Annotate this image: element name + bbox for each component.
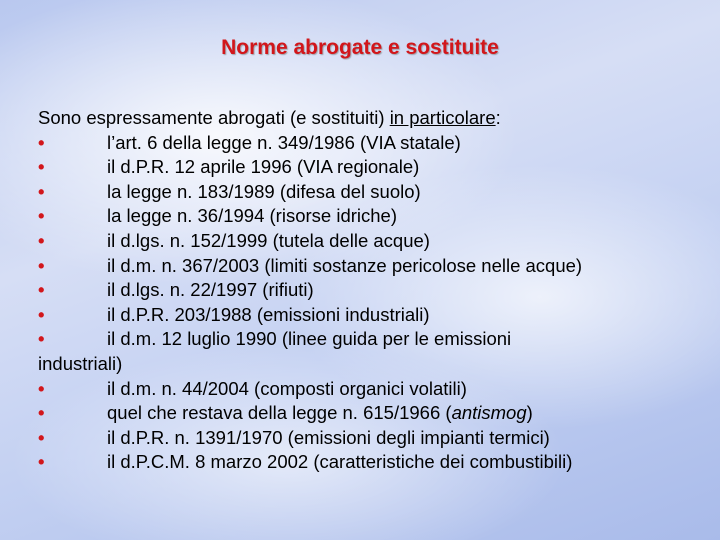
list-item-text: il d.m. n. 367/2003 (limiti sostanze pericolose nelle acque) (107, 254, 583, 276)
list-item (38, 377, 708, 402)
slide-title: Norme abrogate e sostituite (221, 36, 499, 59)
list-item (38, 450, 708, 475)
list-item-text: l’art. 6 della legge n. 349/1986 (VIA statale) (107, 131, 461, 153)
intro-text (38, 106, 708, 131)
bullet-icon: • (38, 328, 45, 350)
list-item (38, 401, 708, 426)
list-item (38, 327, 708, 376)
list-item-text-prefix: quel che restava della legge n. 615/1966 ( (107, 402, 452, 424)
list-item (38, 426, 708, 451)
list-item-text: il d.m. 12 luglio 1990 (linee guida per le emissioni (107, 328, 512, 350)
bullet-icon: • (38, 402, 45, 424)
bullet-icon: • (38, 131, 45, 153)
intro-underlined: in particolare (389, 107, 496, 128)
bullet-icon: • (38, 377, 45, 399)
list-item (38, 278, 708, 303)
bullet-icon: • (38, 279, 45, 301)
bullet-icon: • (38, 254, 45, 276)
bullet-icon: • (38, 426, 45, 448)
list-item-text-suffix: ) (526, 402, 533, 424)
list-item-text: il d.P.R. n. 1391/1970 (emissioni degli impianti termici) (107, 426, 550, 448)
bullet-icon: • (38, 205, 45, 227)
list-item (38, 131, 708, 156)
intro-prefix: Sono espressamente abrogati (e sostituiti) (38, 107, 390, 128)
list-item-text: la legge n. 36/1994 (risorse idriche) (107, 205, 397, 227)
list-item (38, 303, 708, 328)
slide-body (38, 106, 708, 475)
list-item (38, 204, 708, 229)
bullet-icon: • (38, 451, 45, 473)
list-item (38, 254, 708, 279)
list-item-text: il d.P.C.M. 8 marzo 2002 (caratteristiche dei combustibili) (107, 451, 573, 473)
list-item-text: il d.m. n. 44/2004 (composti organici volatili) (107, 377, 467, 399)
list-item (38, 155, 708, 180)
list-item-text: il d.lgs. n. 152/1999 (tutela delle acque) (107, 229, 430, 251)
list-item-text: il d.P.R. 203/1988 (emissioni industriali) (107, 303, 430, 325)
intro-suffix: : (495, 107, 501, 128)
list-item-text: il d.lgs. n. 22/1997 (rifiuti) (107, 279, 314, 301)
list-item-text: il d.P.R. 12 aprile 1996 (VIA regionale) (107, 156, 420, 178)
list-item (38, 229, 708, 254)
bullet-icon: • (38, 229, 45, 251)
bullet-icon: • (38, 303, 45, 325)
list-item-text-italic: antismog (451, 402, 527, 424)
list-item-text: la legge n. 183/1989 (difesa del suolo) (107, 180, 421, 202)
list-item (38, 180, 708, 205)
bullet-icon: • (38, 180, 45, 202)
bullet-icon: • (38, 156, 45, 178)
list-item-text-continued: industriali) (38, 352, 123, 374)
